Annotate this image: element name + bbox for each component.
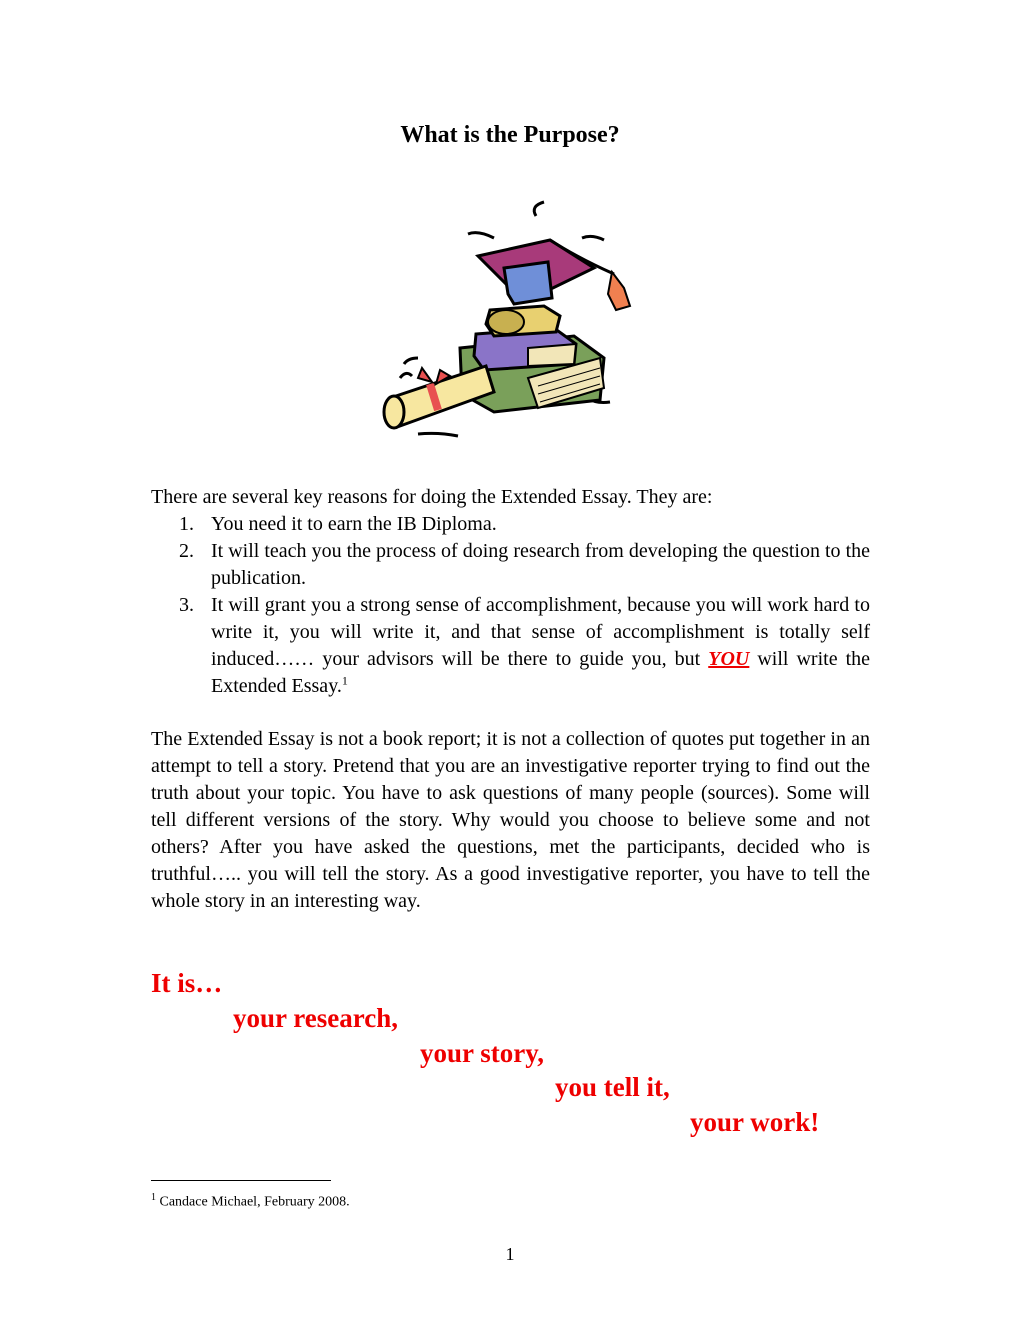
reasons-list	[151, 511, 870, 700]
footnote-marker: 1	[151, 1192, 156, 1203]
body-paragraph: The Extended Essay is not a book report; it is not a collection of quotes put together in an attempt to tell a story. Pretend that you are an investigative reporter trying to find out the truth about your topic. You have to ask questions of many people (sources). Some will tell different versions of the story. Why would you choose to believe some and not others? After you have asked the questions, met the participants, decided who is truthful….. you will tell the story. As a good investigative reporter, you have to tell the whole story in an interesting way.	[151, 728, 870, 912]
list-item-text: You need it to earn the IB Diploma.	[211, 513, 497, 535]
list-item	[151, 592, 870, 700]
list-item-text: It will teach you the process of doing research from developing the question to the publication.	[211, 540, 870, 589]
list-item	[151, 538, 870, 592]
list-item-text-end: will write the Extended Essay.	[211, 648, 871, 697]
footnote-divider	[151, 1180, 331, 1181]
slogan-line-1: It is…	[151, 968, 223, 998]
footnote-reference: 1	[341, 673, 348, 688]
footnote-text: Candace Michael, February 2008.	[159, 1194, 350, 1210]
slogan-line-3: your story,	[420, 1038, 545, 1068]
slogan-line-2: your research,	[233, 1003, 398, 1033]
page-number: 1	[505, 1244, 515, 1264]
page-title: What is the Purpose?	[400, 122, 620, 148]
list-number: 3.	[179, 594, 194, 616]
slogan-line-5: your work!	[690, 1107, 820, 1137]
list-item	[151, 511, 870, 538]
intro-sentence: There are several key reasons for doing the Extended Essay. They are:	[151, 486, 713, 508]
list-number: 2.	[179, 540, 194, 562]
slogan-line-4: you tell it,	[555, 1072, 670, 1102]
list-number: 1.	[179, 513, 194, 535]
you-emphasis: YOU	[708, 648, 750, 670]
footnote	[151, 1192, 350, 1211]
list-item-text: It will grant you a strong sense of accomplishment, because you will work hard to write it, you will write it, and that sense of accomplishment is totally self induced…… your advisors will be there to guide you, but	[211, 594, 870, 670]
graduation-books-diploma-icon	[378, 198, 640, 438]
